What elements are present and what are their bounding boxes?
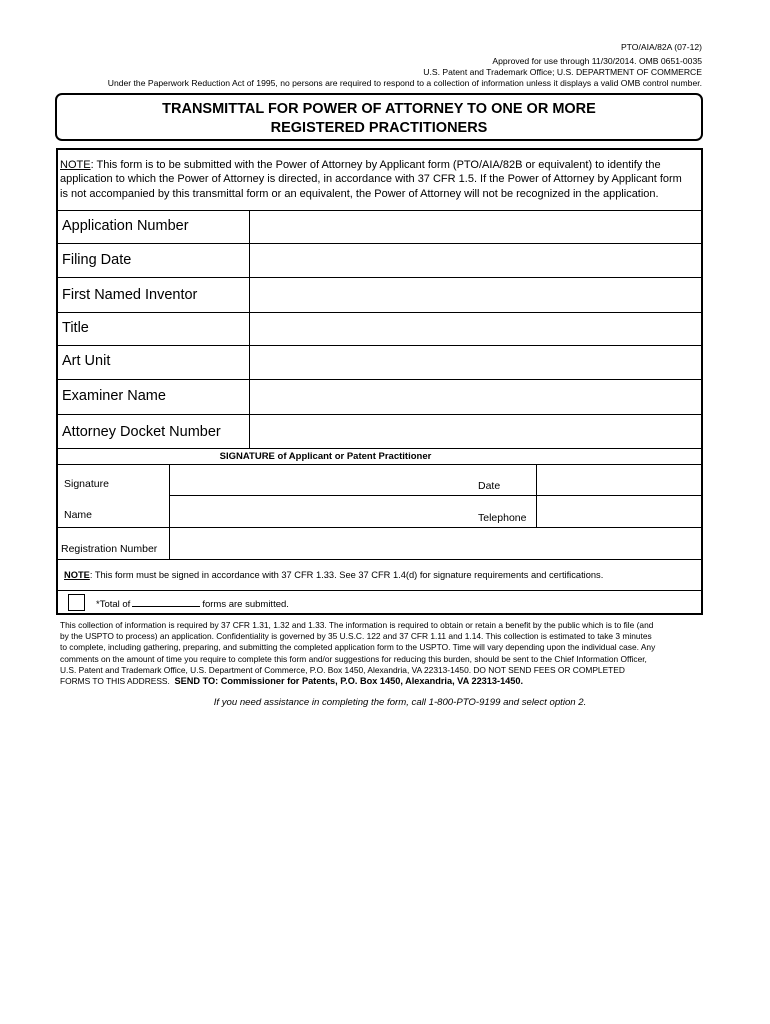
examiner-name-label: Examiner Name <box>62 388 166 404</box>
paperwork-notice: Under the Paperwork Reduction Act of 1995, no persons are required to respond to a collection of information unless it displays a valid OMB control number. <box>107 78 702 88</box>
date-field[interactable] <box>540 468 699 494</box>
form-title <box>55 93 703 141</box>
title-input[interactable] <box>254 316 698 344</box>
divider <box>58 590 701 591</box>
filing-date-input[interactable] <box>254 247 698 275</box>
burden-line-3: to complete, including gathering, preparing, and submitting the completed application form to the USPTO. Time will vary depending upon the individual case. Any <box>60 642 656 653</box>
examiner-name-input[interactable] <box>254 383 698 411</box>
burden-line-6 <box>60 676 708 687</box>
divider <box>58 414 701 415</box>
column-divider <box>169 464 170 559</box>
note-text-1: : This form is to be submitted with the Power of Attorney by Applicant form (PTO/AIA/82B or equivalent) to identify the <box>90 159 661 171</box>
date-label: Date <box>478 480 501 492</box>
total-suffix: forms are submitted. <box>202 599 289 610</box>
divider <box>58 345 701 346</box>
signature-label: Signature <box>64 478 109 490</box>
note2-label: NOTE <box>64 570 90 580</box>
application-number-label: Application Number <box>62 218 189 234</box>
divider <box>58 559 701 560</box>
divider <box>58 464 701 465</box>
intro-note-line-2: application to which the Power of Attorney is directed, in accordance with 37 CFR 1.5. If the Power of Attorney by Applicant form <box>60 173 682 186</box>
telephone-field[interactable] <box>540 499 699 525</box>
burden-line-5: U.S. Patent and Trademark Office, U.S. Department of Commerce, P.O. Box 1450, Alexandria, VA 22313-1450. DO NOT SEND FEES OR COMPLETED <box>60 664 625 675</box>
omb-approval: Approved for use through 11/30/2014. OMB 0651-0035 <box>492 56 702 66</box>
name-label: Name <box>64 509 93 521</box>
intro-note-line-3: is not accompanied by this transmittal form or an equivalent, the Power of Attorney will not be recognized in the application. <box>60 187 659 200</box>
registration-number-field[interactable] <box>174 531 698 557</box>
burden-line-1: This collection of information is required by 37 CFR 1.31, 1.32 and 1.33. The information is required to obtain or retain a benefit by the public which is to file (and <box>60 620 654 630</box>
title-line-1: TRANSMITTAL FOR POWER OF ATTORNEY TO ONE OR MORE <box>162 101 596 117</box>
total-prefix: *Total of <box>96 599 131 610</box>
divider <box>58 312 701 313</box>
title-line-2: REGISTERED PRACTITIONERS <box>270 120 488 136</box>
column-divider <box>536 464 537 527</box>
divider <box>58 243 701 244</box>
title-label: Title <box>62 320 89 336</box>
signature-note <box>64 570 603 580</box>
burden-line-2: by the USPTO to process) an application. Confidentiality is governed by 35 U.S.C. 122 and 37 CFR 1.11 and 1.14. This collection is estimated to take 3 minutes <box>60 631 652 642</box>
total-count-blank[interactable] <box>132 597 200 607</box>
divider <box>58 277 701 278</box>
first-named-inventor-label: First Named Inventor <box>62 287 198 303</box>
divider <box>58 210 701 211</box>
column-divider <box>249 210 250 448</box>
first-named-inventor-input[interactable] <box>254 281 698 309</box>
note-label: NOTE <box>60 159 91 171</box>
divider <box>58 448 701 449</box>
intro-note <box>60 158 700 201</box>
telephone-label: Telephone <box>478 512 527 524</box>
attorney-docket-number-label: Attorney Docket Number <box>62 424 221 440</box>
total-forms-checkbox[interactable] <box>68 594 85 611</box>
agency-line: U.S. Patent and Trademark Office; U.S. DEPARTMENT OF COMMERCE <box>423 67 702 77</box>
form-id: PTO/AIA/82A (07-12) <box>620 42 702 52</box>
burden-statement <box>60 620 708 687</box>
registration-number-label: Registration Number <box>61 543 158 555</box>
application-number-input[interactable] <box>254 214 698 242</box>
intro-note-line-1 <box>60 158 700 172</box>
art-unit-input[interactable] <box>254 349 698 377</box>
burden-line-4: comments on the amount of time you require to complete this form and/or suggestions for reducing this burden, should be sent to the Chief Information Officer, <box>60 653 647 664</box>
filing-date-label: Filing Date <box>62 252 132 268</box>
divider <box>169 495 701 496</box>
signature-heading: SIGNATURE of Applicant or Patent Practitioner <box>219 451 432 462</box>
total-forms-line <box>96 597 289 610</box>
assistance-line: If you need assistance in completing the form, call 1-800-PTO-9199 and select option 2. <box>213 697 587 708</box>
transmittal-form <box>56 148 703 615</box>
divider <box>58 379 701 380</box>
send-to-address: SEND TO: Commissioner for Patents, P.O. Box 1450, Alexandria, VA 22313-1450. <box>174 676 524 687</box>
signature-field[interactable] <box>174 468 474 494</box>
name-field[interactable] <box>174 499 474 525</box>
divider <box>58 527 701 528</box>
note2-text: : This form must be signed in accordance with 37 CFR 1.33. See 37 CFR 1.4(d) for signature requirements and certifications. <box>89 570 604 580</box>
burden-line-6-text: FORMS TO THIS ADDRESS. <box>60 676 170 687</box>
attorney-docket-number-input[interactable] <box>254 418 698 446</box>
art-unit-label: Art Unit <box>62 353 111 369</box>
